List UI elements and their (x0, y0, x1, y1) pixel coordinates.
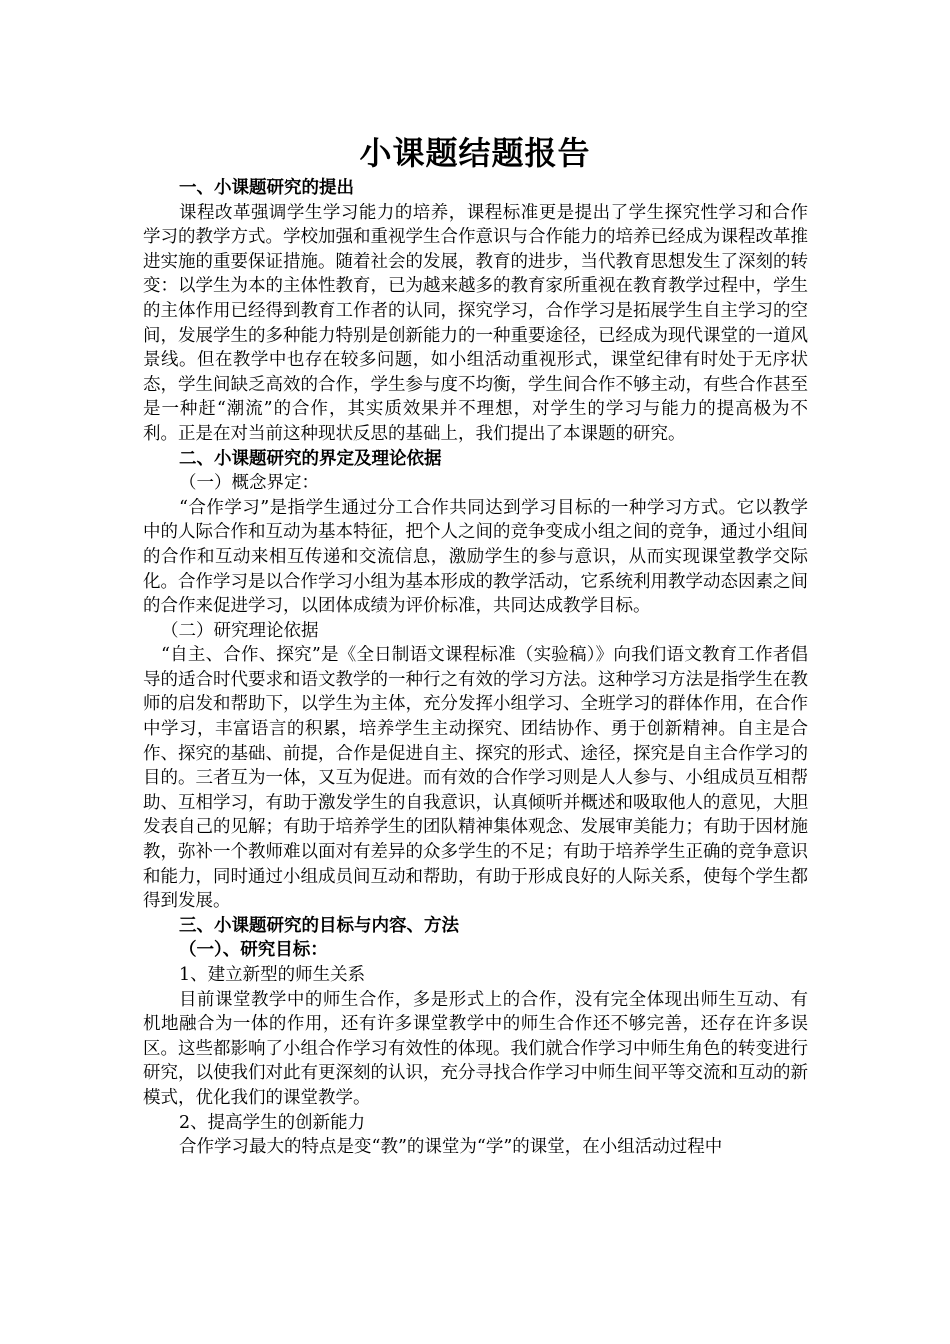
item-heading: 1、建立新型的师生关系 (179, 965, 366, 985)
document-title: 小课题结题报告 (359, 134, 591, 172)
paragraph: 目前课堂教学中的师生合作，多是形式上的合作，没有完全体现出师生互动、有机地融合为一体的作用，还有许多课堂教学中的师生合作还不够完善，还存在许多误区。这些都影响了小组合作学习有效性的体现。我们就合作学习中师生角色的转变进行研究，以使我们对此有更深刻的认识，充分寻找合作学习中师生间平等交流和互动的新模式，优化我们的课堂教学。 (143, 989, 808, 1108)
subsection-heading: （一）、研究目标： (179, 940, 328, 961)
paragraph: 课程改革强调学生学习能力的培养，课程标准更是提出了学生探究性学习和合作学习的教学方式。学校加强和重视学生合作意识与合作能力的培养已经成为课程改革推进实施的重要保证措施。随着社会的发展，教育的进步，当代教育思想发生了深刻的转变：以学生为本的主体性教育，已为越来越多的教育家所重视在教育教学过程中，学生的主体作用已经得到教育工作者的认同，探究学习，合作学习是拓展学生自主学习的空间，发展学生的多种能力特别是创新能力的一种重要途径，已经成为现代课堂的一道风景线。但在教学中也存在较多问题，如小组活动重视形式，课堂纪律有时处于无序状态，学生间缺乏高效的合作，学生参与度不均衡，学生间合作不够主动，有些合作甚至是一种赶“潮流”的合作，其实质效果并不理想，对学生的学习与能力的提高极为不利。正是在对当前这种现状反思的基础上，我们提出了本课题的研究。 (143, 202, 808, 444)
section-heading: 三、小课题研究的目标与内容、方法 (179, 915, 459, 936)
section-heading: 二、小课题研究的界定及理论依据 (179, 448, 442, 469)
document-body (143, 176, 808, 1160)
paragraph: “自主、合作、探究”是《全日制语文课程标准（实验稿）》向我们语文教育工作者倡导的适合时代要求和语文教学的一种行之有效的学习方法。这种学习方法是指学生在教师的启发和帮助下，以学生为主体，充分发挥小组学习、全班学习的群体作用，在合作中学习，丰富语言的积累，培养学生主动探究、团结协作、勇于创新精神。自主是合作、探究的基础、前提，合作是促进自主、探究的形式、途径，探究是自主合作学习的目的。三者互为一体，又互为促进。而有效的合作学习则是人人参与、小组成员互相帮助、互相学习，有助于激发学生的自我意识，认真倾听并概述和吸取他人的意见，大胆发表自己的见解；有助于培养学生的团队精神集体观念、发展审美能力；有助于因材施教，弥补一个教师难以面对有差异的众多学生的不足；有助于培养学生正确的竞争意识和能力，同时通过小组成员间互动和帮助，有助于形成良好的人际关系，使每个学生都得到发展。 (143, 645, 808, 912)
subsection-label: （一）概念界定： (179, 473, 319, 494)
paragraph: 合作学习最大的特点是变“教”的课堂为“学”的课堂，在小组活动过程中 (179, 1137, 723, 1158)
section-heading: 一、小课题研究的提出 (179, 178, 354, 198)
subsection-label: （二）研究理论依据 (161, 620, 319, 641)
item-heading: 2、提高学生的创新能力 (179, 1112, 366, 1133)
paragraph: “合作学习”是指学生通过分工合作共同达到学习目标的一种学习方式。它以教学中的人际合作和互动为基本特征，把个人之间的竞争变成小组之间的竞争，通过小组间的合作和互动来相互传递和交流信息，激励学生的参与意识，从而实现课堂教学交际化。合作学习是以合作学习小组为基本形成的教学活动，它系统利用教学动态因素之间的合作来促进学习，以团体成绩为评价标准，共同达成教学目标。 (143, 497, 808, 617)
